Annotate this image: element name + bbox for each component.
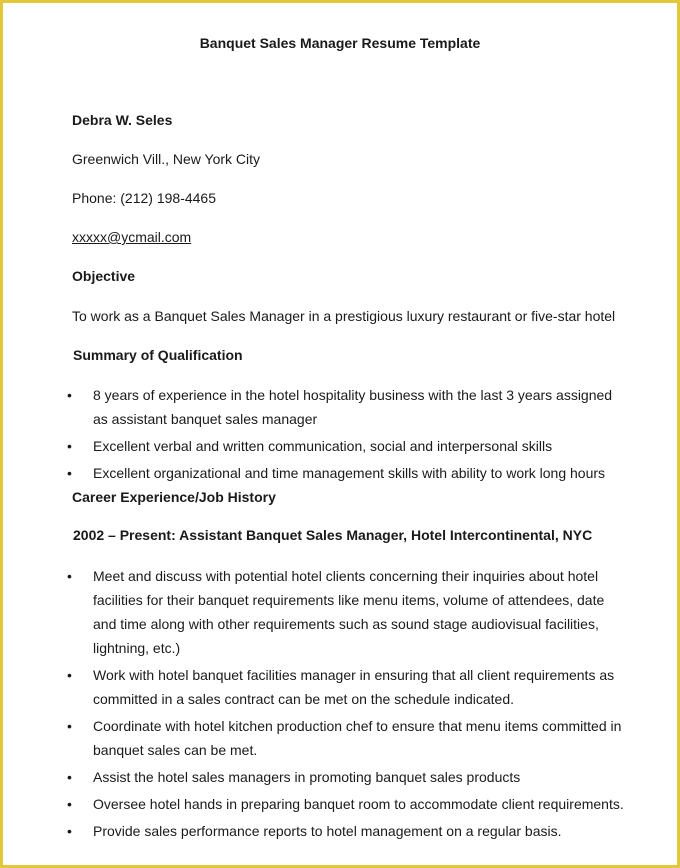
applicant-name: Debra W. Seles bbox=[72, 112, 173, 128]
list-item: • Excellent verbal and written communication, social and interpersonal skills bbox=[61, 434, 629, 458]
list-item: • 8 years of experience in the hotel hospitality business with the last 3 years assigned as assistant banquet sales manager bbox=[61, 383, 629, 431]
list-item: • Coordinate with hotel kitchen production chef to ensure that menu items committed in banquet sales can be met. bbox=[61, 714, 631, 762]
qualifications-list bbox=[61, 383, 629, 485]
list-item: • Provide sales performance reports to hotel management on a regular basis. bbox=[61, 819, 631, 843]
list-item: • Work with hotel banquet facilities manager in ensuring that all client requirements as committed in a sales contract can be met on the schedule indicated. bbox=[61, 663, 631, 711]
qualifications-heading: Summary of Qualification bbox=[73, 347, 243, 363]
list-item: • Meet and discuss with potential hotel clients concerning their inquiries about hotel facilities for their banquet requirements like menu items, volume of attendees, date and time along with other requirements such as sound stage audiovisual facilities, lightning, etc.) bbox=[61, 564, 631, 660]
objective-text: To work as a Banquet Sales Manager in a prestigious luxury restaurant or five-star hotel bbox=[72, 308, 616, 324]
career-heading: Career Experience/Job History bbox=[72, 489, 276, 505]
career-duties-list bbox=[61, 564, 631, 843]
list-item: • Excellent organizational and time management skills with ability to work long hours bbox=[61, 461, 629, 485]
job-title: 2002 – Present: Assistant Banquet Sales Manager, Hotel Intercontinental, NYC bbox=[73, 527, 593, 543]
applicant-address: Greenwich Vill., New York City bbox=[72, 151, 261, 167]
objective-heading: Objective bbox=[72, 268, 136, 284]
document-title: Banquet Sales Manager Resume Template bbox=[199, 35, 481, 51]
applicant-phone: Phone: (212) 198-4465 bbox=[72, 190, 216, 206]
list-item: • Assist the hotel sales managers in promoting banquet sales products bbox=[61, 765, 631, 789]
list-item: • Oversee hotel hands in preparing banquet room to accommodate client requirements. bbox=[61, 792, 631, 816]
applicant-email-link[interactable]: xxxxx@ycmail.com bbox=[72, 229, 192, 245]
